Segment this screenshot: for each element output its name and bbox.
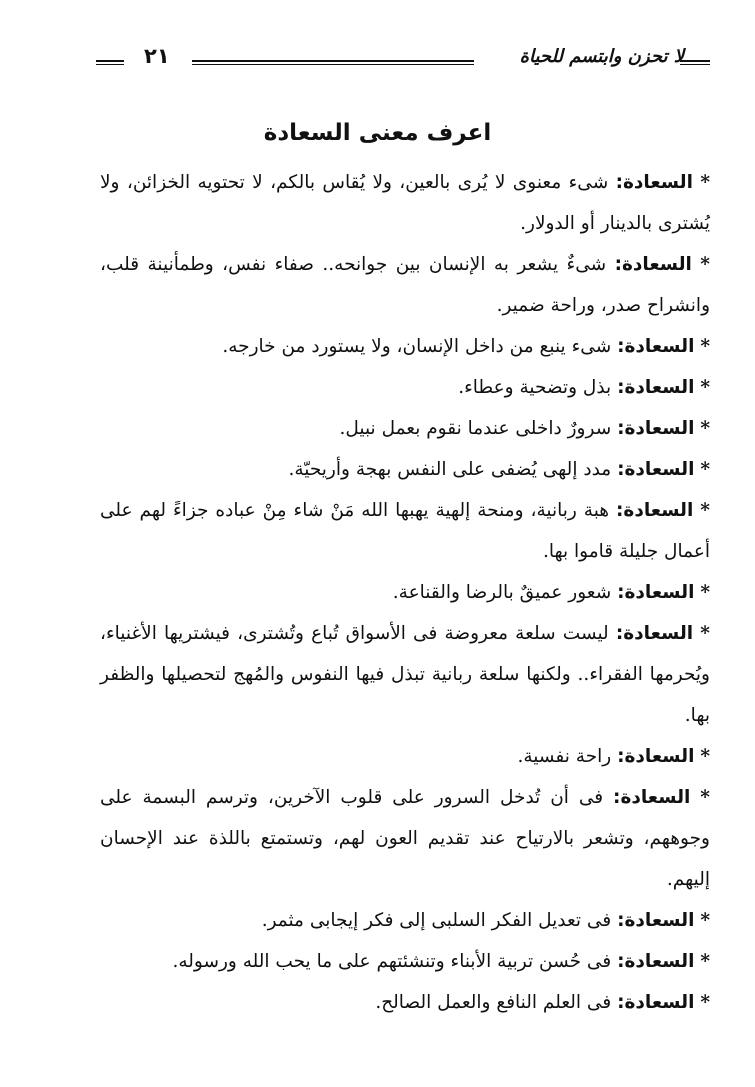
bullet-star: *	[700, 582, 710, 603]
item-text: راحة نفسية.	[517, 746, 612, 767]
bullet-star: *	[700, 336, 710, 357]
item-text: فى العلم النافع والعمل الصالح.	[375, 992, 612, 1013]
bullet-star: *	[700, 746, 710, 767]
keyword-label: السعادة:	[617, 336, 695, 357]
item-text: فى أن تُدخل السرور على قلوب الآخرين، وترسم البسمة على وجوههم، وتشعر بالارتياح عند تقديم العون لهم، وتستمتع باللذة عند الإحسان إليهم.	[100, 787, 710, 890]
keyword-label: السعادة:	[614, 254, 692, 275]
bullet-star: *	[700, 623, 710, 644]
bullet-star: *	[700, 951, 710, 972]
bullet-star: *	[700, 787, 710, 808]
bullet-star: *	[700, 910, 710, 931]
list-item	[100, 982, 710, 1023]
bullet-star: *	[700, 377, 710, 398]
item-text: فى حُسن تربية الأبناء وتنشئتهم على ما يحب الله ورسوله.	[172, 951, 612, 972]
list-item	[100, 449, 710, 490]
bullet-star: *	[700, 254, 710, 275]
list-item	[100, 572, 710, 613]
list-item	[100, 736, 710, 777]
keyword-label: السعادة:	[616, 500, 694, 521]
item-text: شىء ينبع من داخل الإنسان، ولا يستورد من خارجه.	[222, 336, 612, 357]
keyword-label: السعادة:	[617, 951, 695, 972]
list-item	[100, 244, 710, 326]
item-text: فى تعديل الفكر السلبى إلى فكر إيجابى مثمر.	[261, 910, 612, 931]
item-text: بذل وتضحية وعطاء.	[458, 377, 612, 398]
list-item	[100, 613, 710, 736]
keyword-label: السعادة:	[617, 418, 695, 439]
bullet-star: *	[700, 992, 710, 1013]
keyword-label: السعادة:	[613, 787, 691, 808]
section-title: اعرف معنى السعادة	[263, 120, 492, 146]
item-text: هبة ربانية، ومنحة إلهية يهبها الله مَنْ شاء مِنْ عباده جزاءً لهم على أعمال جليلة قاموا بها.	[100, 500, 710, 562]
keyword-label: السعادة:	[617, 582, 695, 603]
bullet-star: *	[700, 500, 710, 521]
list-item	[100, 941, 710, 982]
keyword-label: السعادة:	[617, 746, 695, 767]
header-rule-right	[680, 60, 710, 65]
list-item	[100, 900, 710, 941]
list-item	[100, 162, 710, 244]
bullet-star: *	[700, 459, 710, 480]
definitions-list	[100, 162, 710, 1023]
item-text: شىءٌ يشعر به الإنسان بين جوانحه.. صفاء نفس، وطمأنينة قلب، وانشراح صدر، وراحة ضمير.	[100, 254, 710, 316]
list-item	[100, 490, 710, 572]
keyword-label: السعادة:	[617, 459, 695, 480]
keyword-label: السعادة:	[615, 172, 693, 193]
item-text: مدد إلهى يُضفى على النفس بهجة وأريحيّة.	[288, 459, 612, 480]
list-item	[100, 777, 710, 900]
book-title: لا تحزن وابتسم للحياة	[519, 46, 684, 67]
item-text: شعور عميقٌ بالرضا والقناعة.	[392, 582, 612, 603]
bullet-star: *	[700, 172, 710, 193]
header-rule-middle	[192, 60, 474, 65]
bullet-star: *	[700, 418, 710, 439]
keyword-label: السعادة:	[617, 992, 695, 1013]
list-item	[100, 367, 710, 408]
item-text: ليست سلعة معروضة فى الأسواق تُباع وتُشترى، فيشتريها الأغنياء، ويُحرمها الفقراء.. ولكنها سلعة ربانية تبذل فيها النفوس والمُهج لتحصيلها والظفر بها.	[100, 623, 710, 726]
list-item	[100, 408, 710, 449]
header-rule-left	[96, 60, 124, 65]
list-item	[100, 326, 710, 367]
page-number: ٢١	[144, 44, 170, 68]
keyword-label: السعادة:	[615, 623, 694, 644]
item-text: شىء معنوى لا يُرى بالعين، ولا يُقاس بالكم، لا تحتويه الخزائن، ولا يُشترى بالدينار أو الدولار.	[100, 172, 710, 234]
keyword-label: السعادة:	[617, 377, 695, 398]
keyword-label: السعادة:	[617, 910, 695, 931]
item-text: سرورٌ داخلى عندما نقوم بعمل نبيل.	[339, 418, 612, 439]
